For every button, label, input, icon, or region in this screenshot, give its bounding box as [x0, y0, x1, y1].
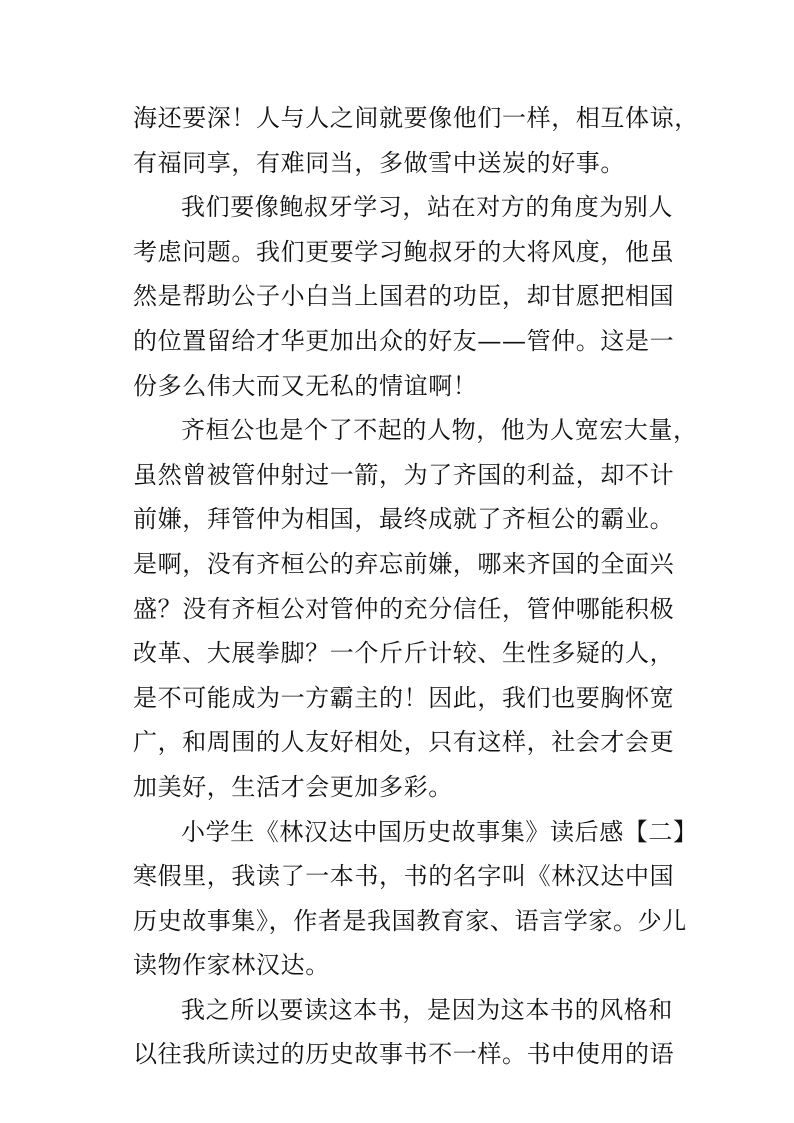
- text-line: 有福同享，有难同当，多做雪中送炭的好事。: [133, 148, 625, 177]
- text-line: 盛？没有齐桓公对管仲的充分信任，管仲哪能积极: [133, 594, 675, 623]
- paragraph-first-line: 小学生《林汉达中国历史故事集》读后感【二】: [181, 817, 698, 846]
- text-line: 海还要深！人与人之间就要像他们一样，相互体谅，: [133, 104, 699, 132]
- paragraph-first-line: 齐桓公也是个了不起的人物，他为人宽宏大量，: [181, 416, 698, 445]
- text-line: 以往我所读过的历史故事书不一样。书中使用的语: [133, 1040, 675, 1069]
- paragraph-first-line: 我之所以要读这本书，是因为这本书的风格和: [181, 995, 673, 1024]
- text-line: 考虑问题。我们更要学习鲍叔牙的大将风度，他虽: [133, 237, 675, 266]
- text-line: 读物作家林汉达。: [133, 951, 330, 980]
- document-body: [133, 96, 699, 1077]
- text-line: 改革、大展拳脚？一个斤斤计较、生性多疑的人，: [133, 639, 675, 668]
- text-line: 历史故事集》，作者是我国教育家、语言学家。少儿: [133, 906, 687, 935]
- text-line: 然是帮助公子小白当上国君的功臣，却甘愿把相国: [133, 282, 675, 311]
- text-line: 前嫌，拜管仲为相国，最终成就了齐桓公的霸业。: [133, 505, 675, 534]
- text-line: 广，和周围的人友好相处，只有这样，社会才会更: [133, 728, 675, 757]
- text-line: 的位置留给才华更加出众的好友——管仲。这是一: [133, 326, 675, 355]
- text-line: 加美好，生活才会更加多彩。: [133, 772, 453, 801]
- text-line: 虽然曾被管仲射过一箭，为了齐国的利益，却不计: [133, 460, 675, 489]
- paragraph-first-line: 我们要像鲍叔牙学习，站在对方的角度为别人: [181, 193, 673, 222]
- text-line: 份多么伟大而又无私的情谊啊！: [133, 371, 478, 400]
- text-line: 是不可能成为一方霸主的！因此，我们也要胸怀宽: [133, 683, 675, 712]
- text-line: 寒假里，我读了一本书，书的名字叫《林汉达中国: [133, 862, 675, 891]
- text-line: 是啊，没有齐桓公的弃忘前嫌，哪来齐国的全面兴: [133, 549, 675, 578]
